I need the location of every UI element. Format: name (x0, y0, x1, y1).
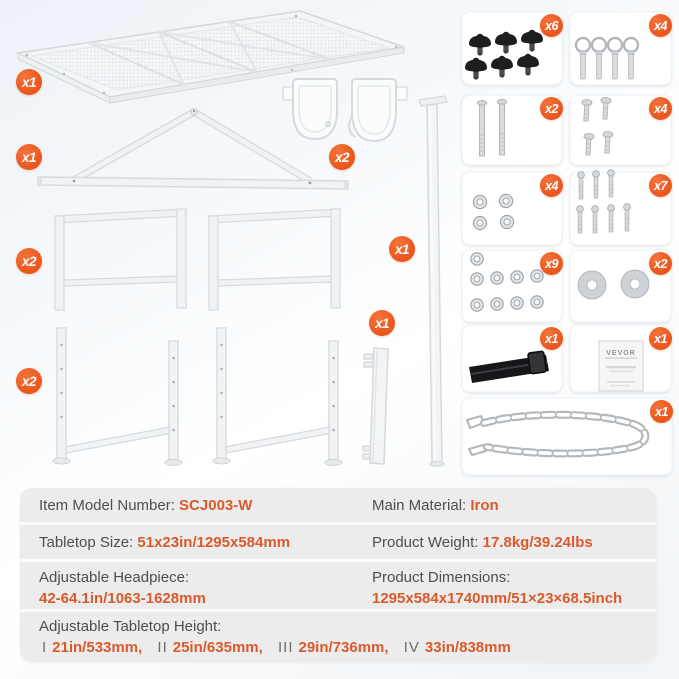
hardware-cards (462, 12, 672, 475)
height-value-4: 33in/838mm (424, 639, 511, 656)
mounting-bracket (363, 348, 388, 464)
height-numeral-2: II (157, 639, 168, 656)
qty-badge-washers: x2 (649, 252, 672, 275)
qty-badge-tabletop: x1 (16, 69, 42, 95)
h-frame-2 (209, 209, 340, 310)
qty-badge-screws7: x7 (649, 174, 672, 197)
spec-model-value: SCJ003-W (179, 496, 253, 514)
tabletop-mesh-panel (18, 11, 404, 103)
qty-badge-manual: x1 (649, 327, 672, 350)
qty-badge-nuts4: x4 (540, 174, 563, 197)
qty-badge-pins: x4 (649, 14, 672, 37)
spec-row-heights (20, 612, 656, 662)
leg-frame-1 (53, 328, 182, 466)
spec-material-value: Iron (470, 496, 499, 514)
spec-dimensions-value: 1295x584x1740mm/51×23×68.5inch (372, 590, 623, 607)
spec-model (20, 495, 353, 516)
spec-model-label: Item Model Number: (39, 496, 180, 514)
qty-badge-legs: x2 (16, 368, 42, 394)
spec-weight-label: Product Weight: (372, 533, 483, 551)
qty-badge-brackets: x2 (329, 144, 355, 170)
qty-badge-screws4: x4 (649, 97, 672, 120)
height-value-3: 29in/736mm, (298, 639, 389, 656)
spec-weight-value: 17.8kg/39.24lbs (482, 533, 593, 551)
manual-brand-text: VEVOR (606, 350, 636, 357)
spec-row-size-weight (20, 525, 656, 562)
height-numeral-4: IV (403, 639, 420, 656)
spec-material (353, 495, 656, 516)
spec-row-model-material (20, 488, 656, 525)
instruction-manual-icon (599, 341, 643, 391)
spec-heights-label: Adjustable Tabletop Height: (39, 618, 222, 635)
qty-badge-knobs: x6 (540, 14, 563, 37)
h-frame-1 (55, 209, 186, 310)
qty-badge-bolts: x2 (540, 97, 563, 120)
qty-badge-chain: x1 (650, 400, 673, 423)
spec-tabletop-size (20, 532, 353, 553)
spec-headpiece-value: 42-64.1in/1063-1628mm (39, 590, 206, 607)
spec-headpiece-label: Adjustable Headpiece: (39, 569, 190, 586)
spec-heights (20, 616, 656, 662)
qty-badge-strap: x1 (540, 327, 563, 350)
hanging-brackets (283, 79, 407, 141)
support-pole (419, 96, 447, 466)
spec-dimensions-label: Product Dimensions: (372, 569, 511, 586)
height-numeral-3: III (277, 639, 294, 656)
qty-badge-triangle: x1 (16, 144, 42, 170)
spec-heights-values (39, 637, 656, 658)
spec-weight (353, 532, 656, 553)
spec-headpiece (20, 567, 353, 609)
qty-badge-nuts9: x9 (540, 252, 563, 275)
spec-size-label: Tabletop Size: (39, 533, 138, 551)
height-numeral-1: I (42, 639, 48, 656)
spec-row-headpiece-dimensions (20, 562, 656, 612)
height-value-1: 21in/533mm, (52, 639, 143, 656)
spec-table (20, 488, 656, 662)
qty-badge-bracket: x1 (369, 310, 395, 336)
spec-dimensions (353, 567, 656, 609)
qty-badge-h-frames: x2 (16, 248, 42, 274)
spec-size-value: 51x23in/1295x584mm (137, 533, 291, 551)
leg-frame-2 (213, 328, 342, 466)
qty-badge-pole: x1 (389, 236, 415, 262)
height-value-2: 25in/635mm, (172, 639, 263, 656)
spec-material-label: Main Material: (372, 496, 471, 514)
